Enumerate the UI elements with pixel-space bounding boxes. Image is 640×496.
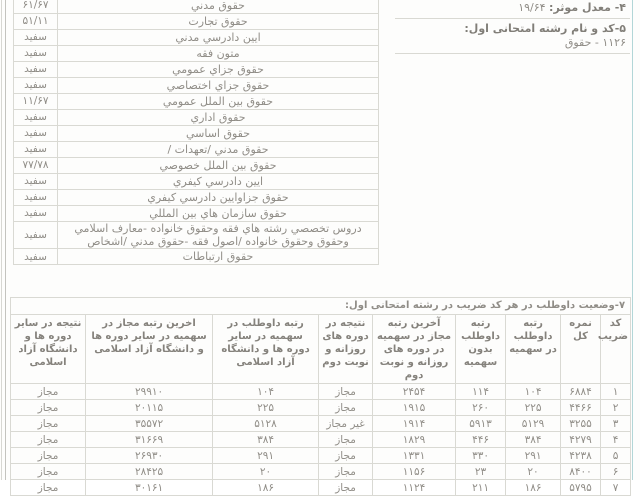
coefficient-value-cell: مجاز — [11, 400, 86, 416]
coefficient-data-row — [11, 480, 631, 496]
coefficient-value-cell: ۳۰۱۶۱ — [86, 480, 213, 496]
coefficient-value-cell: ۱۳۳۱ — [373, 448, 456, 464]
coefficient-value-cell: ۴۲۷۹ — [561, 432, 601, 448]
subject-row — [14, 174, 379, 190]
first-field-value: ۱۱۲۶ - حقوق — [564, 36, 626, 49]
coefficient-value-cell: ۴ — [601, 432, 631, 448]
coefficient-value-cell: ۲۹۱ — [213, 448, 319, 464]
subject-score-cell: سفيد — [14, 190, 58, 206]
coefficient-value-cell: ۵ — [601, 448, 631, 464]
subject-score-cell: سفيد — [14, 206, 58, 222]
subject-name-cell: حقوق جزاي عمومي — [58, 62, 379, 78]
coefficient-value-cell: ۳۵۵۷۲ — [86, 416, 213, 432]
coefficient-value-cell: مجاز — [11, 416, 86, 432]
subject-name-cell: حقوق تجارت — [58, 14, 379, 30]
subject-score-cell: سفيد — [14, 126, 58, 142]
coefficient-value-cell: ۱۱۴ — [456, 384, 506, 400]
coefficient-value-cell: ۲۲۵ — [506, 400, 561, 416]
coefficient-value-cell: ۴۲۳۸ — [561, 448, 601, 464]
subject-score-cell: سفيد — [14, 174, 58, 190]
coefficient-table-header-row — [11, 315, 631, 384]
coefficient-data-row — [11, 448, 631, 464]
coefficient-value-cell: ۲۳ — [456, 464, 506, 480]
subjects-table-body — [14, 0, 379, 265]
coefficient-value-cell: ۴۴۶ — [456, 432, 506, 448]
subject-row — [14, 142, 379, 158]
coefficient-value-cell: ۲۴۵۴ — [373, 384, 456, 400]
subject-row — [14, 206, 379, 222]
subject-row — [14, 14, 379, 30]
subject-score-cell: ۶۱/۶۷ — [14, 0, 58, 14]
subject-score-cell: سفيد — [14, 110, 58, 126]
subject-name-cell: ايين دادرسي كيفري — [58, 174, 379, 190]
coefficient-value-cell: ۵۱۲۸ — [213, 416, 319, 432]
subject-name-cell: حقوق اداري — [58, 110, 379, 126]
coefficient-status-table — [10, 297, 631, 496]
coefficient-value-cell: ۲۸۴۲۵ — [86, 464, 213, 480]
coefficient-value-cell: ۱۰۴ — [213, 384, 319, 400]
subject-score-cell: سفيد — [14, 62, 58, 78]
subject-row — [14, 222, 379, 249]
coefficient-column-header: رتبه داوطلب در سهمیه در سایر دوره ها و دانشگاه آزاد اسلامی — [213, 315, 319, 384]
coefficient-value-cell: غیر مجاز — [319, 416, 373, 432]
coefficient-value-cell: ۱۸۶ — [506, 480, 561, 496]
coefficient-value-cell: مجاز — [11, 464, 86, 480]
subject-score-cell: سفيد — [14, 249, 58, 265]
coefficient-value-cell: مجاز — [319, 448, 373, 464]
coefficient-value-cell: مجاز — [319, 480, 373, 496]
subject-score-cell: ۵۱/۱۱ — [14, 14, 58, 30]
subject-row — [14, 46, 379, 62]
coefficient-value-cell: ۲۰ — [213, 464, 319, 480]
coefficient-value-cell: ۵۱۲۹ — [506, 416, 561, 432]
coefficient-value-cell: ۱ — [601, 384, 631, 400]
page-left-edge — [1, 0, 6, 480]
subject-score-cell: ۷۷/۷۸ — [14, 158, 58, 174]
coefficient-value-cell: مجاز — [319, 400, 373, 416]
subject-name-cell: حقوق بين الملل خصوصي — [58, 158, 379, 174]
coefficient-column-header: نتیجه در سایر دوره ها و دانشگاه آزاد اسلامی — [11, 315, 86, 384]
subject-name-cell: حقوق بين الملل عمومي — [58, 94, 379, 110]
subject-row — [14, 110, 379, 126]
coefficient-value-cell: ۲۶۰ — [456, 400, 506, 416]
coefficient-value-cell: ۸۴۰۰ — [561, 464, 601, 480]
gpa-label: ۴- معدل موثر: — [549, 1, 626, 14]
subjects-scores-table — [13, 0, 379, 265]
coefficient-value-cell: ۱۰۴ — [506, 384, 561, 400]
coefficient-value-cell: ۳۸۴ — [213, 432, 319, 448]
gpa-value: ۱۹/۶۴ — [518, 1, 546, 14]
coefficient-status-section — [10, 297, 631, 496]
coefficient-value-cell: ۵۹۱۳ — [456, 416, 506, 432]
gpa-row — [395, 0, 630, 19]
coefficient-value-cell: ۲۰۱۱۵ — [86, 400, 213, 416]
exam-info-panel — [395, 0, 630, 54]
coefficient-column-header: رتبه داوطلب بدون سهمیه — [456, 315, 506, 384]
coefficient-value-cell: ۲ — [601, 400, 631, 416]
subject-name-cell: ايين دادرسي مدني — [58, 30, 379, 46]
subject-name-cell: حقوق اساسي — [58, 126, 379, 142]
subject-name-cell: حقوق مدني — [58, 0, 379, 14]
coefficient-value-cell: ۳۲۵۵ — [561, 416, 601, 432]
coefficient-value-cell: ۷ — [601, 480, 631, 496]
coefficient-data-row — [11, 384, 631, 400]
subject-name-cell: حقوق مدني /تعهدات / — [58, 142, 379, 158]
coefficient-value-cell: ۲۱۱ — [456, 480, 506, 496]
subject-row — [14, 158, 379, 174]
coefficient-value-cell: ۲۹۹۱۰ — [86, 384, 213, 400]
subject-row — [14, 190, 379, 206]
coefficient-value-cell: مجاز — [319, 464, 373, 480]
coefficient-column-header: نتیجه در دوره های روزانه و نوبت دوم — [319, 315, 373, 384]
subject-name-cell: حقوق جزاي اختصاصي — [58, 78, 379, 94]
coefficient-value-cell: ۶۸۸۴ — [561, 384, 601, 400]
subject-score-cell: سفيد — [14, 78, 58, 94]
subject-score-cell: سفيد — [14, 46, 58, 62]
first-field-row — [395, 19, 630, 54]
coefficient-value-cell: ۳ — [601, 416, 631, 432]
coefficient-value-cell: ۳۸۴ — [506, 432, 561, 448]
subject-score-cell: سفيد — [14, 30, 58, 46]
coefficient-value-cell: ۳۱۶۶۹ — [86, 432, 213, 448]
subject-name-cell: حقوق سازمان هاي بين المللي — [58, 206, 379, 222]
coefficient-value-cell: ۳۳۰ — [456, 448, 506, 464]
subject-score-cell: ۱۱/۶۷ — [14, 94, 58, 110]
subject-row — [14, 249, 379, 265]
page-right-edge — [632, 0, 633, 480]
coefficient-value-cell: مجاز — [11, 384, 86, 400]
coefficient-value-cell: مجاز — [11, 480, 86, 496]
subject-name-cell: دروس تخصصي رشته هاي فقه وحقوق خانواده -معارف اسلامي وحقوق وحقوق خانواده /اصول فقه -حقوق مدني /اشخاص — [58, 222, 379, 249]
subject-score-cell: سفيد — [14, 222, 58, 249]
coefficient-table-title: ۷-وضعیت داوطلب در هر کد ضریب در رشته امتحانی اول: — [11, 298, 631, 315]
subject-row — [14, 94, 379, 110]
coefficient-value-cell: مجاز — [319, 384, 373, 400]
coefficient-value-cell: ۱۱۵۶ — [373, 464, 456, 480]
coefficient-data-row — [11, 432, 631, 448]
subject-row — [14, 78, 379, 94]
coefficient-value-cell: ۲۶۹۳۰ — [86, 448, 213, 464]
subjects-scores-section — [13, 0, 379, 265]
subject-row — [14, 126, 379, 142]
coefficient-column-header: رتبه داوطلب در سهمیه — [506, 315, 561, 384]
coefficient-value-cell: ۶ — [601, 464, 631, 480]
coefficient-column-header: نمره کل — [561, 315, 601, 384]
subject-name-cell: حقوق جزاوايين دادرسي كيفري — [58, 190, 379, 206]
coefficient-column-header: کد ضریب — [601, 315, 631, 384]
subject-row — [14, 62, 379, 78]
coefficient-column-header: آخرین رتبه مجاز در سهمیه در دوره های روزانه و نوبت دوم — [373, 315, 456, 384]
coefficient-value-cell: ۱۱۲۴ — [373, 480, 456, 496]
coefficient-value-cell: ۲۹۱ — [506, 448, 561, 464]
coefficient-value-cell: ۱۹۱۵ — [373, 400, 456, 416]
coefficient-data-row — [11, 416, 631, 432]
first-field-label: ۵-کد و نام رشته امتحانی اول: — [464, 22, 626, 35]
coefficient-column-header: اخرین رتبه مجاز در سهمیه در سایر دوره ها و دانشگاه آزاد اسلامی — [86, 315, 213, 384]
coefficient-value-cell: ۱۸۶ — [213, 480, 319, 496]
coefficient-data-row — [11, 464, 631, 480]
coefficient-value-cell: ۲۲۵ — [213, 400, 319, 416]
coefficient-value-cell: ۵۷۹۵ — [561, 480, 601, 496]
coefficient-value-cell: ۲۰ — [506, 464, 561, 480]
subject-score-cell: سفيد — [14, 142, 58, 158]
coefficient-value-cell: مجاز — [11, 448, 86, 464]
coefficient-table-body — [11, 384, 631, 496]
coefficient-value-cell: ۱۹۱۴ — [373, 416, 456, 432]
coefficient-value-cell: مجاز — [11, 432, 86, 448]
subject-row — [14, 30, 379, 46]
subject-row — [14, 0, 379, 14]
coefficient-value-cell: ۱۸۲۹ — [373, 432, 456, 448]
coefficient-value-cell: مجاز — [319, 432, 373, 448]
coefficient-value-cell: ۴۴۶۶ — [561, 400, 601, 416]
coefficient-data-row — [11, 400, 631, 416]
subject-name-cell: حقوق ارتباطات — [58, 249, 379, 265]
coefficient-table-title-row — [11, 298, 631, 315]
subject-name-cell: متون فقه — [58, 46, 379, 62]
